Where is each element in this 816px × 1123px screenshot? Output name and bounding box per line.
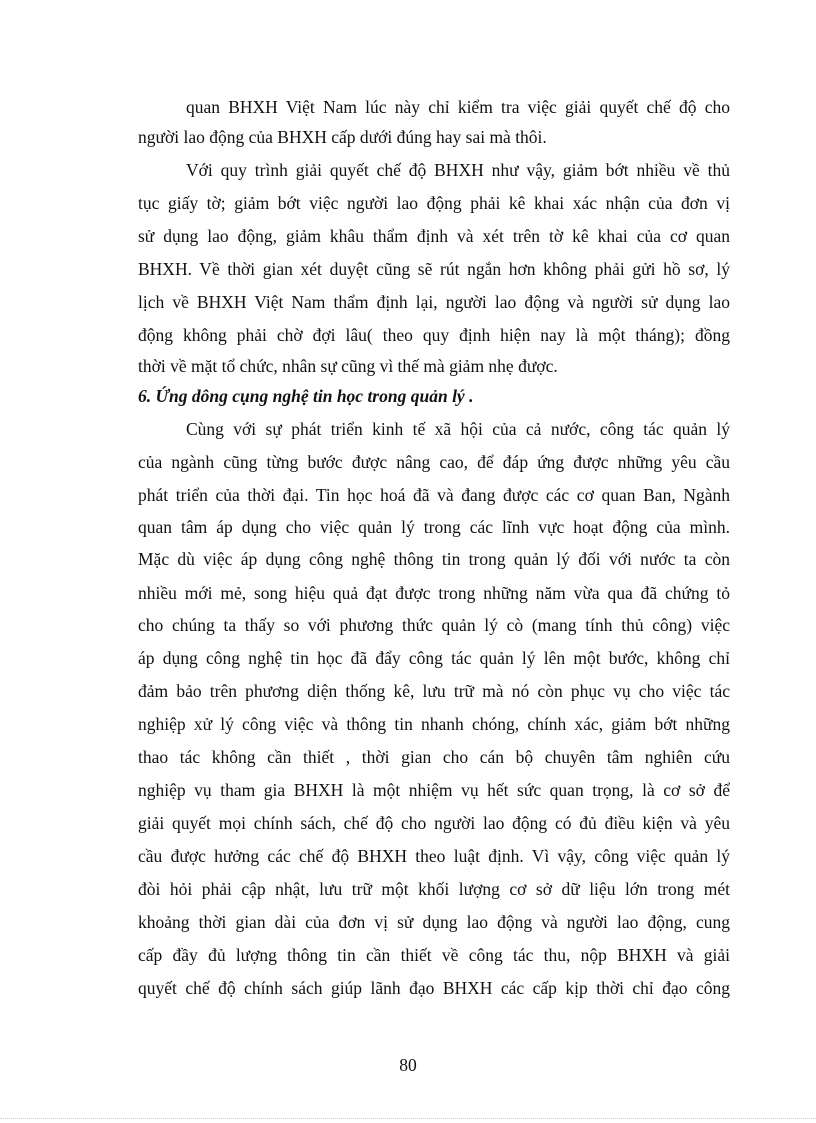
- paragraph-line: đòi hỏi phải cập nhật, lưu trữ một khối lượng cơ sở dữ liệu lớn trong mét: [138, 879, 730, 899]
- paragraph-line: sử dụng lao động, giảm khâu thẩm định và xét trên tờ kê khai của cơ quan: [138, 226, 730, 246]
- paragraph-line: cấp đầy đủ lượng thông tin cần thiết về công tác thu, nộp BHXH và giải: [138, 945, 730, 965]
- paragraph-line: người lao động của BHXH cấp dưới đúng hay sai mà thôi.: [138, 127, 547, 147]
- paragraph-line: lịch về BHXH Việt Nam thẩm định lại, người lao động và người sử dụng lao: [138, 292, 730, 312]
- paragraph-line: động không phải chờ đợi lâu( theo quy định hiện nay là một tháng); đồng: [138, 325, 730, 345]
- paragraph-line: quan BHXH Việt Nam lúc này chỉ kiểm tra việc giải quyết chế độ cho: [186, 97, 730, 117]
- paragraph-line: thời về mặt tổ chức, nhân sự cũng vì thế mà giảm nhẹ được.: [138, 356, 558, 376]
- paragraph-line: khoảng thời gian dài của đơn vị sử dụng lao động và người lao động, cung: [138, 912, 730, 932]
- paragraph-line: nhiều mới mẻ, song hiệu quả đạt được trong những năm vừa qua đã chứng tỏ: [138, 583, 730, 603]
- paragraph-line: đảm bảo trên phương diện thống kê, lưu trữ mà nó còn phục vụ cho việc tác: [138, 681, 730, 701]
- page-number: 80: [399, 1055, 417, 1075]
- paragraph-line: quan tâm áp dụng cho việc quản lý trong các lĩnh vực hoạt động của mình.: [138, 517, 730, 537]
- paragraph-line: thao tác không cần thiết , thời gian cho cán bộ chuyên tâm nghiên cứu: [138, 747, 730, 767]
- paragraph-line: giải quyết mọi chính sách, chế độ cho người lao động có đủ điều kiện và yêu: [138, 813, 730, 833]
- paragraph-line: áp dụng công nghệ tin học đã đẩy công tác quản lý lên một bước, không chỉ: [138, 648, 730, 668]
- paragraph-line: quyết chế độ chính sách giúp lãnh đạo BHXH các cấp kịp thời chỉ đạo công: [138, 978, 730, 998]
- paragraph-line: Với quy trình giải quyết chế độ BHXH như vậy, giảm bớt nhiều về thủ: [186, 160, 730, 180]
- paragraph-line: Cùng với sự phát triển kinh tế xã hội của cả nước, công tác quản lý: [186, 419, 730, 439]
- paragraph-line: phát triển của thời đại. Tin học hoá đã và đang được các cơ quan Ban, Ngành: [138, 485, 730, 505]
- paragraph-line: BHXH. Về thời gian xét duyệt cũng sẽ rút ngắn hơn không phải gửi hồ sơ, lý: [138, 259, 730, 279]
- paragraph-line: cho chúng ta thấy so với phương thức quản lý cò (mang tính thủ công) việc: [138, 615, 730, 635]
- paragraph-line: nghiệp vụ tham gia BHXH là một nhiệm vụ hết sức quan trọng, là cơ sở để: [138, 780, 730, 800]
- paragraph-line: tục giấy tờ; giảm bớt việc người lao động phải kê khai xác nhận của đơn vị: [138, 193, 730, 213]
- paragraph-line: của ngành cũng từng bước được nâng cao, để đáp ứng được những yêu cầu: [138, 452, 730, 472]
- paragraph-line: Mặc dù việc áp dụng công nghệ thông tin trong quản lý đối với nước ta còn: [138, 549, 730, 569]
- paragraph-line: cầu được hưởng các chế độ BHXH theo luật định. Vì vậy, công việc quản lý: [138, 846, 730, 866]
- page-bottom-divider: [0, 1118, 816, 1119]
- section-heading: 6. Ứng dông cụng nghệ tin học trong quản lý .: [138, 386, 474, 406]
- paragraph-line: nghiệp xử lý công việc và thông tin nhanh chóng, chính xác, giảm bớt những: [138, 714, 730, 734]
